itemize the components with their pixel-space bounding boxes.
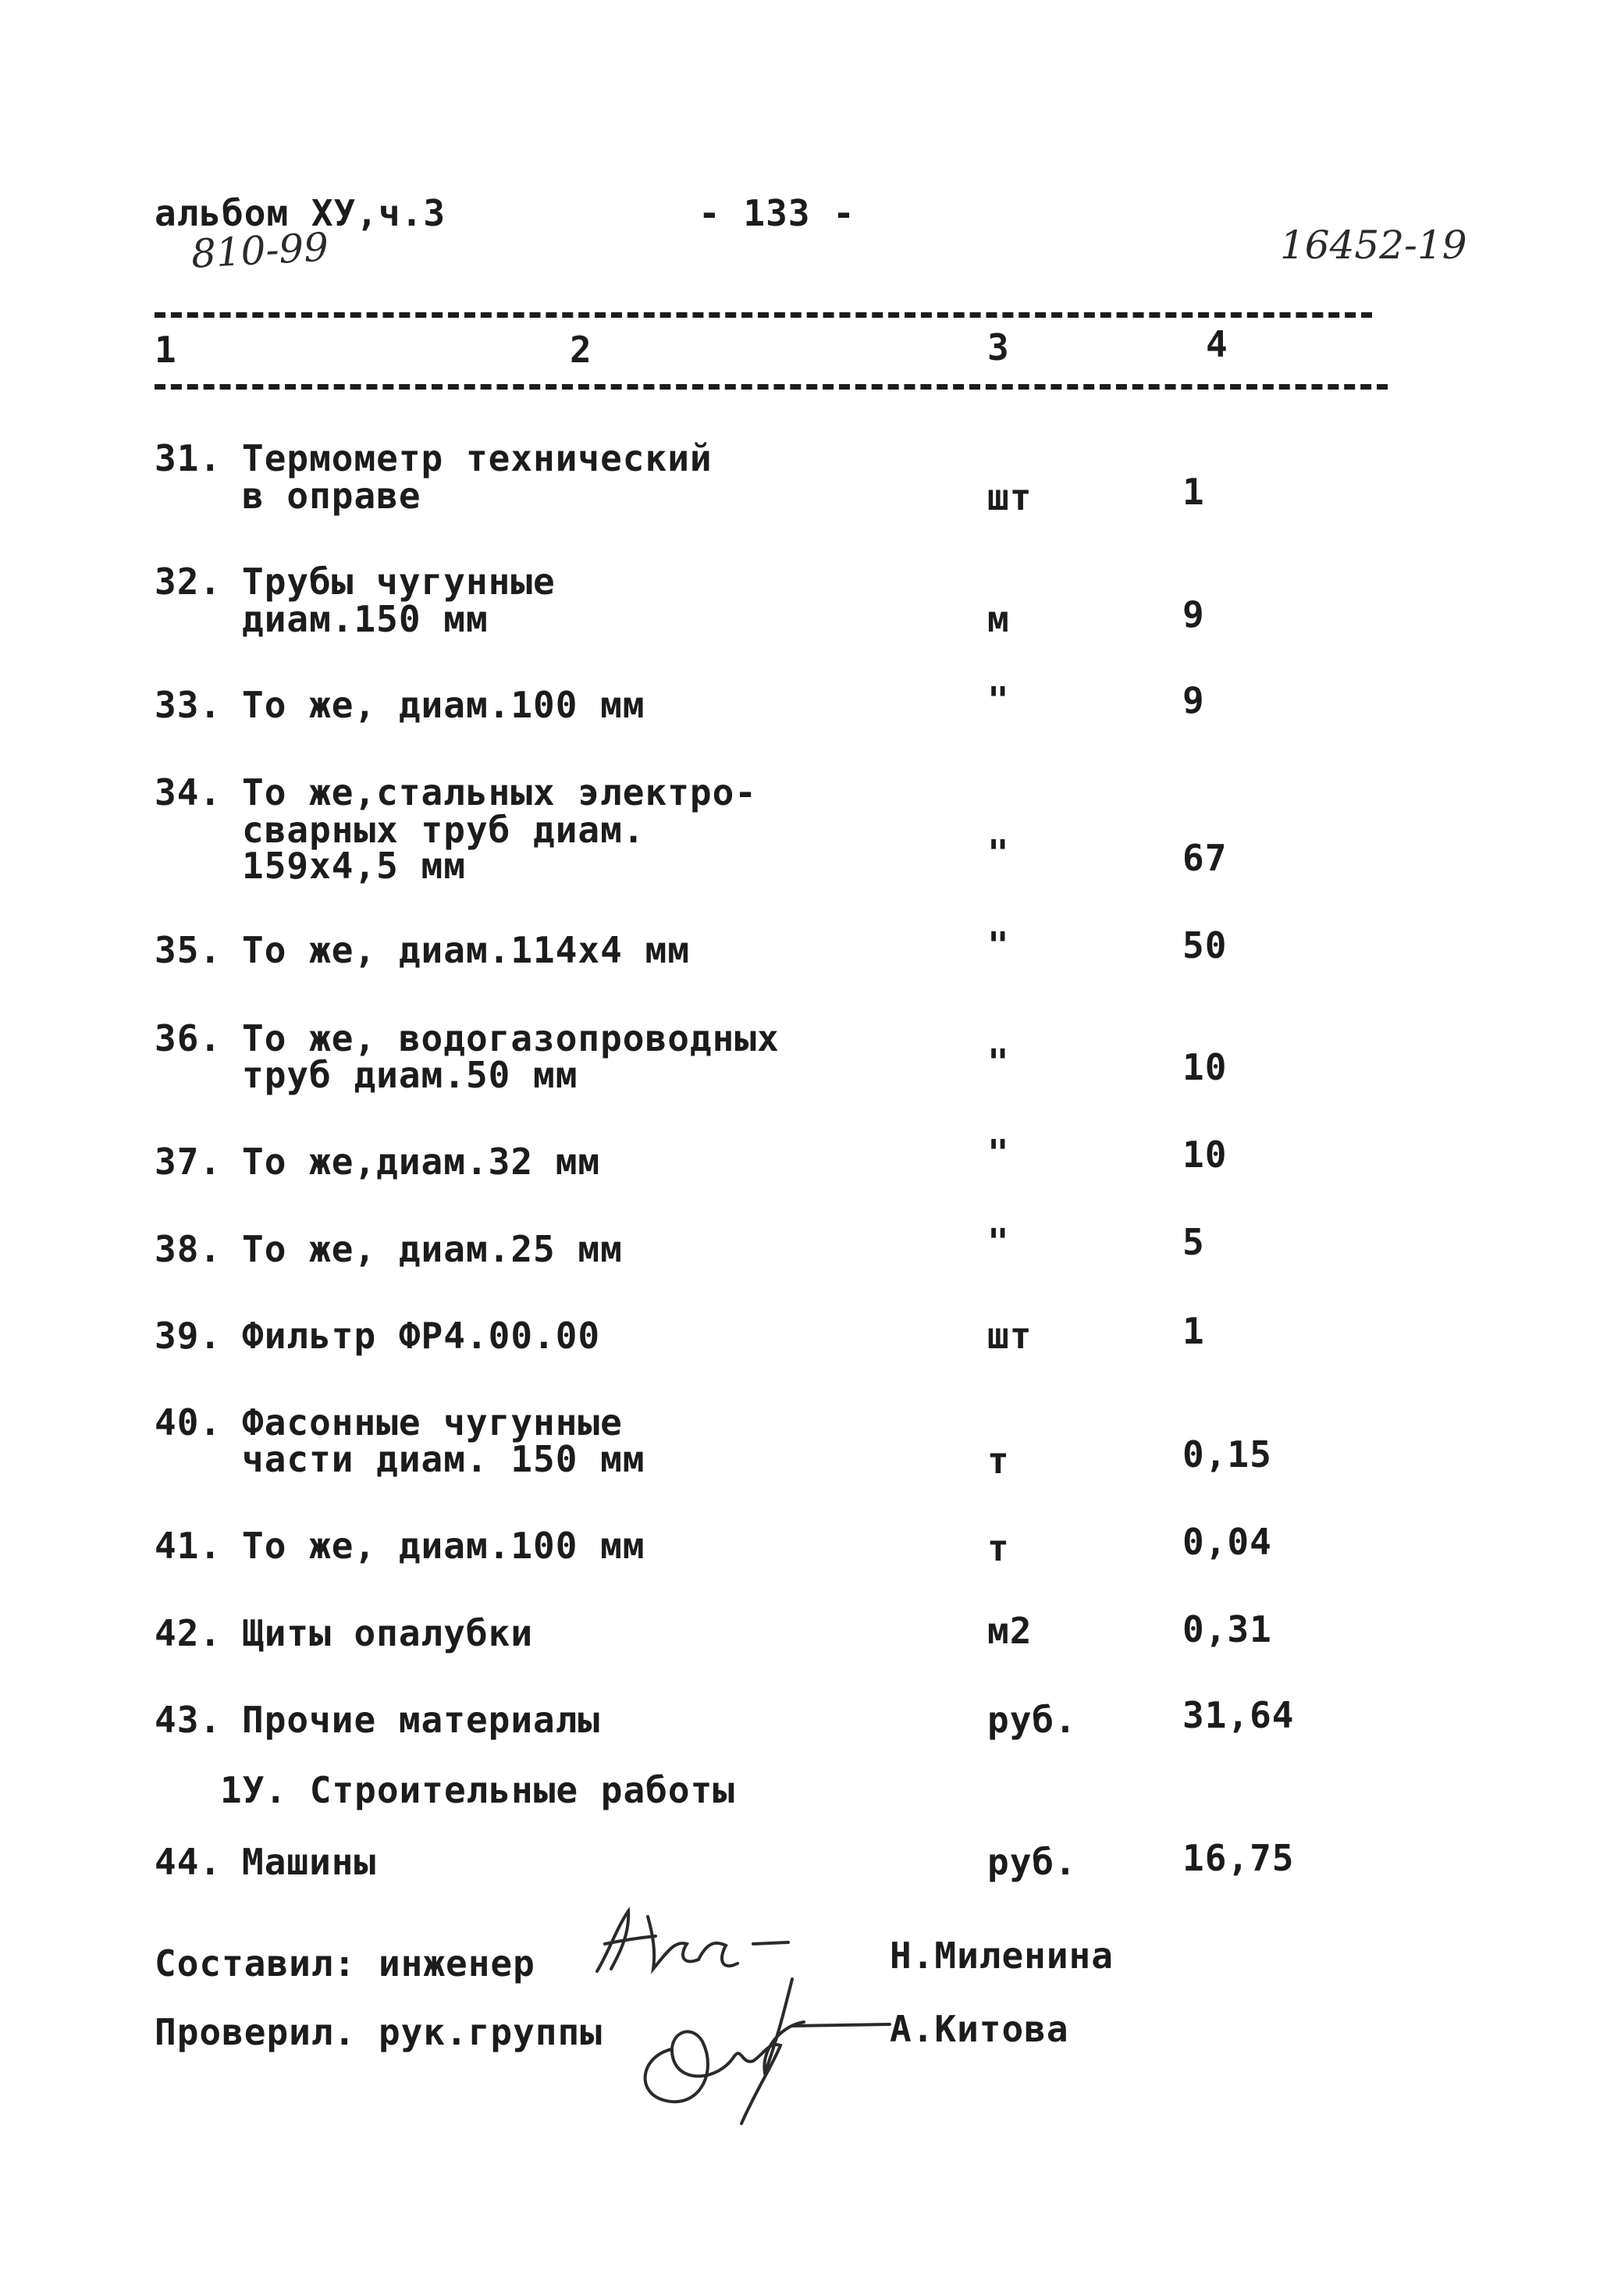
- handwritten-album-code: 810-99: [190, 224, 330, 277]
- album-label: альбом ХУ,ч.3: [155, 192, 446, 234]
- row-number: 36.: [155, 1017, 222, 1059]
- column-number-4: 4: [1206, 323, 1228, 365]
- row-description-line: сварных труб диам.: [242, 809, 645, 851]
- row-description-line: Термометр технический: [242, 437, 713, 479]
- row-quantity: 0,31: [1182, 1608, 1272, 1650]
- row-unit: т: [987, 1440, 1010, 1482]
- column-number-1: 1: [155, 329, 177, 371]
- row-number: 38.: [155, 1228, 222, 1270]
- row-unit: ": [987, 679, 1010, 721]
- row-description-line: в оправе: [242, 475, 421, 517]
- header-rule-bottom: [155, 384, 1388, 390]
- header-rule-top: [155, 312, 1372, 318]
- row-number: 31.: [155, 437, 222, 479]
- row-unit: т: [987, 1527, 1010, 1569]
- row-description-line: Машины: [242, 1841, 377, 1883]
- row-number: 40.: [155, 1401, 222, 1443]
- row-description-line: труб диам.50 мм: [242, 1054, 578, 1096]
- row-number: 44.: [155, 1841, 222, 1883]
- row-unit: шт: [987, 1315, 1033, 1357]
- row-description-line: То же, водогазопроводных: [242, 1017, 780, 1059]
- row-quantity: 10: [1182, 1046, 1228, 1088]
- row-number: 37.: [155, 1141, 222, 1183]
- column-number-3: 3: [987, 326, 1010, 368]
- row-description-line: Щиты опалубки: [242, 1612, 534, 1654]
- row-description-line: диам.150 мм: [242, 598, 489, 640]
- row-unit: ": [987, 1041, 1010, 1084]
- row-description-line: Фасонные чугунные: [242, 1401, 623, 1443]
- checked-by-label: Проверил. рук.группы: [155, 2011, 603, 2053]
- column-number-2: 2: [570, 329, 592, 371]
- row-unit: ": [987, 1132, 1010, 1174]
- row-number: 35.: [155, 929, 222, 971]
- compiler-name: Н.Миленина: [890, 1935, 1114, 1977]
- row-unit: ": [987, 1221, 1010, 1263]
- row-number: 43.: [155, 1699, 222, 1741]
- row-quantity: 16,75: [1182, 1837, 1295, 1879]
- row-number: 33.: [155, 684, 222, 726]
- row-quantity: 0,15: [1182, 1433, 1272, 1475]
- row-number: 41.: [155, 1525, 222, 1567]
- checker-name: А.Китова: [890, 2008, 1069, 2050]
- row-number: 39.: [155, 1315, 222, 1357]
- row-description-line: Трубы чугунные: [242, 561, 556, 603]
- row-description-line: То же,диам.32 мм: [242, 1141, 601, 1183]
- row-description-line: То же, диам.100 мм: [242, 684, 645, 726]
- row-quantity: 9: [1182, 593, 1205, 635]
- row-description-line: То же, диам.25 мм: [242, 1228, 623, 1270]
- row-number: 34.: [155, 771, 222, 813]
- row-description-line: 159х4,5 мм: [242, 845, 466, 887]
- row-quantity: 10: [1182, 1134, 1228, 1176]
- row-number: 32.: [155, 561, 222, 603]
- row-unit: ": [987, 924, 1010, 966]
- row-number: 42.: [155, 1612, 222, 1654]
- section-heading: 1У. Строительные работы: [220, 1769, 735, 1811]
- row-quantity: 67: [1182, 837, 1228, 879]
- row-description-line: Прочие материалы: [242, 1699, 601, 1741]
- row-description-line: То же,стальных электро-: [242, 771, 757, 813]
- compiled-by-label: Составил: инженер: [155, 1942, 535, 1985]
- row-unit: ": [987, 832, 1010, 874]
- row-unit: руб.: [987, 1699, 1077, 1741]
- row-quantity: 0,04: [1182, 1521, 1272, 1563]
- row-description-line: То же, диам.100 мм: [242, 1525, 645, 1567]
- row-quantity: 5: [1182, 1221, 1205, 1263]
- row-quantity: 50: [1182, 924, 1228, 966]
- handwritten-document-code: 16452-19: [1280, 222, 1467, 268]
- row-description-line: части диам. 150 мм: [242, 1438, 645, 1480]
- row-description-line: Фильтр ФР4.00.00: [242, 1315, 601, 1357]
- row-quantity: 9: [1182, 679, 1205, 721]
- page-number: - 133 -: [699, 192, 855, 234]
- row-quantity: 1: [1182, 471, 1205, 513]
- row-unit: руб.: [987, 1841, 1077, 1883]
- row-description-line: То же, диам.114х4 мм: [242, 929, 690, 971]
- row-unit: м2: [987, 1610, 1033, 1652]
- row-unit: м: [987, 598, 1010, 640]
- row-quantity: 1: [1182, 1310, 1205, 1352]
- checker-signature: [624, 1956, 905, 2135]
- row-quantity: 31,64: [1182, 1694, 1295, 1736]
- row-unit: шт: [987, 476, 1033, 518]
